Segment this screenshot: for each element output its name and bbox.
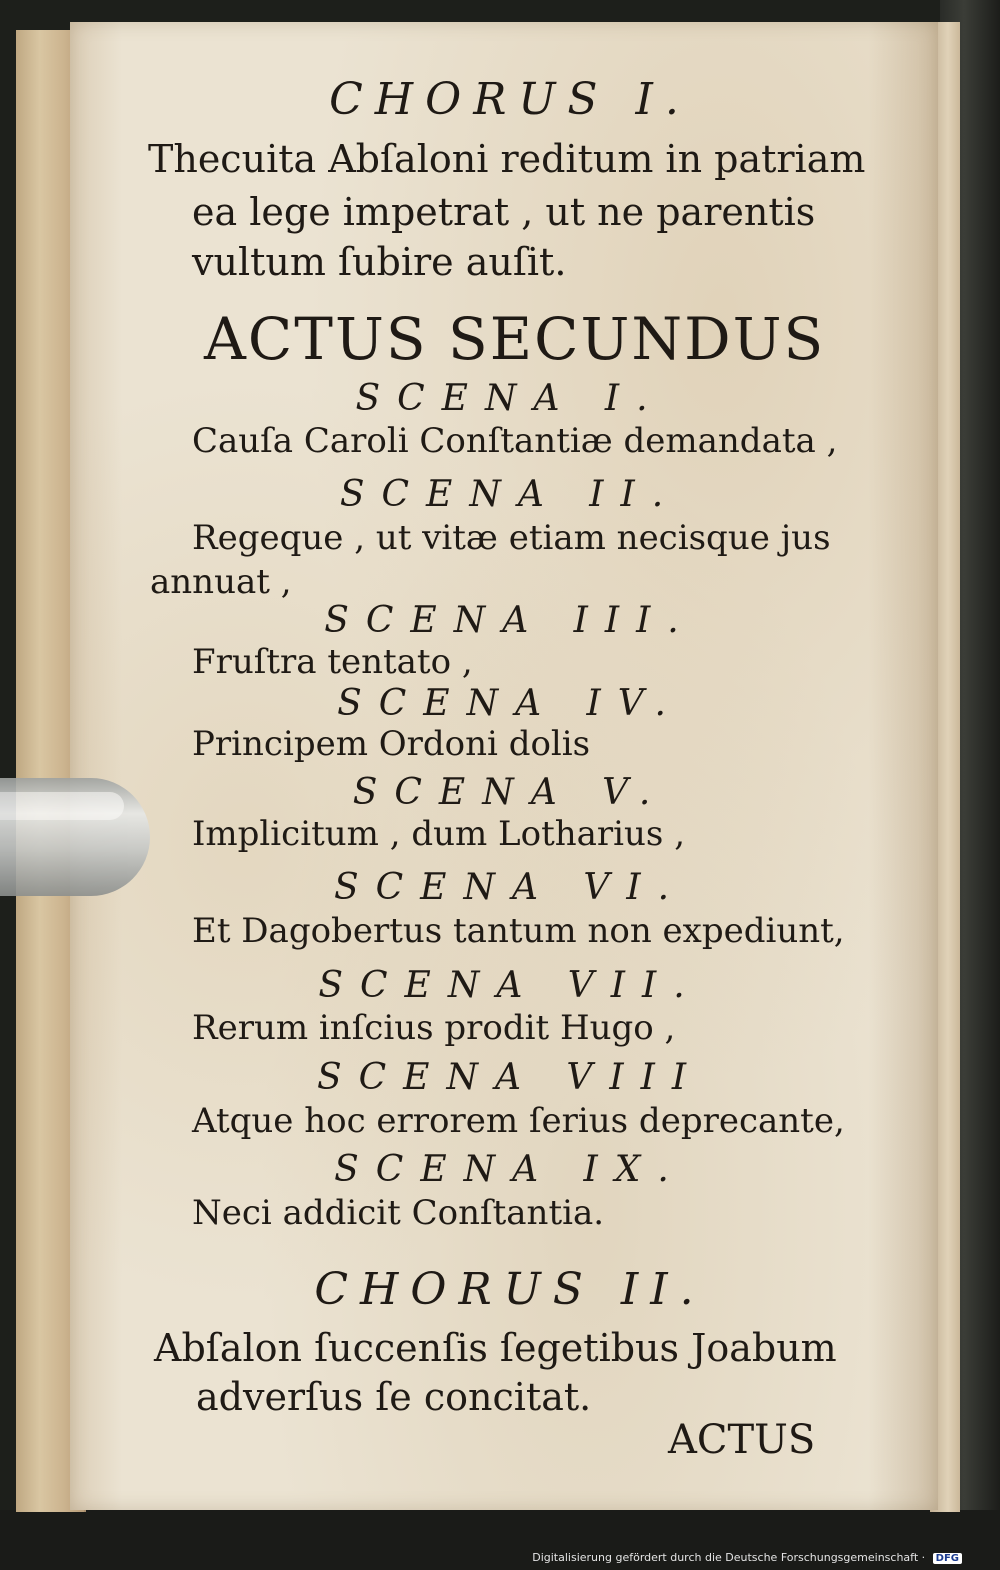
chorus-2-line-2: adverſus ſe concitat. [196, 1375, 592, 1419]
scene-3-heading: SCENA III. [324, 600, 696, 641]
digitization-credit [532, 1551, 962, 1564]
scene-2-heading: SCENA II. [339, 474, 681, 515]
scene-6-line-1: Et Dagobertus tantum non expediunt, [192, 911, 845, 951]
scene-9-heading: SCENA IX. [334, 1149, 686, 1190]
chorus-1-heading: CHORUS I. [329, 74, 691, 125]
scene-2-line-2: annuat , [150, 562, 292, 602]
scene-8-heading: SCENA VIII [316, 1057, 704, 1098]
dfg-logo: DFG [933, 1553, 962, 1564]
chorus-2-heading: CHORUS II. [314, 1264, 706, 1315]
scene-8-line-1: Atque hoc errorem ſerius deprecante, [192, 1101, 845, 1141]
page-clip [0, 778, 150, 896]
chorus-1-line-3: vultum ſubire auſit. [192, 240, 567, 284]
scene-3-line-1: Fruſtra tentato , [192, 642, 473, 682]
scene-1-line-1: Cauſa Caroli Conſtantiæ demandata , [192, 421, 838, 461]
catchword: ACTUS [668, 1417, 816, 1463]
credit-text: Digitalisierung gefördert durch die Deutsche Forschungsgemeinschaft · [532, 1551, 926, 1564]
scene-4-heading: SCENA IV. [337, 683, 683, 724]
chorus-1-line-1: Thecuita Abſaloni reditum in patriam [148, 137, 866, 181]
scene-4-line-1: Principem Ordoni dolis [192, 724, 591, 764]
actus-heading: ACTUS SECUNDUS [204, 305, 826, 373]
scene-1-heading: SCENA I. [355, 378, 665, 419]
scene-5-heading: SCENA V. [352, 772, 668, 813]
chorus-2-line-1: Abſalon ſuccenſis ſegetibus Joabum [154, 1326, 837, 1370]
scene-2-line-1: Regeque , ut vitæ etiam necisque jus [192, 518, 831, 558]
scene-9-line-1: Neci addicit Conſtantia. [192, 1193, 605, 1233]
chorus-1-line-2: ea lege impetrat , ut ne parentis [192, 190, 816, 234]
scene-7-line-1: Rerum inſcius prodit Hugo , [192, 1008, 676, 1048]
scene-6-heading: SCENA VI. [333, 867, 687, 908]
scene-5-line-1: Implicitum , dum Lotharius , [192, 814, 685, 854]
scene-7-heading: SCENA VII. [318, 965, 702, 1006]
